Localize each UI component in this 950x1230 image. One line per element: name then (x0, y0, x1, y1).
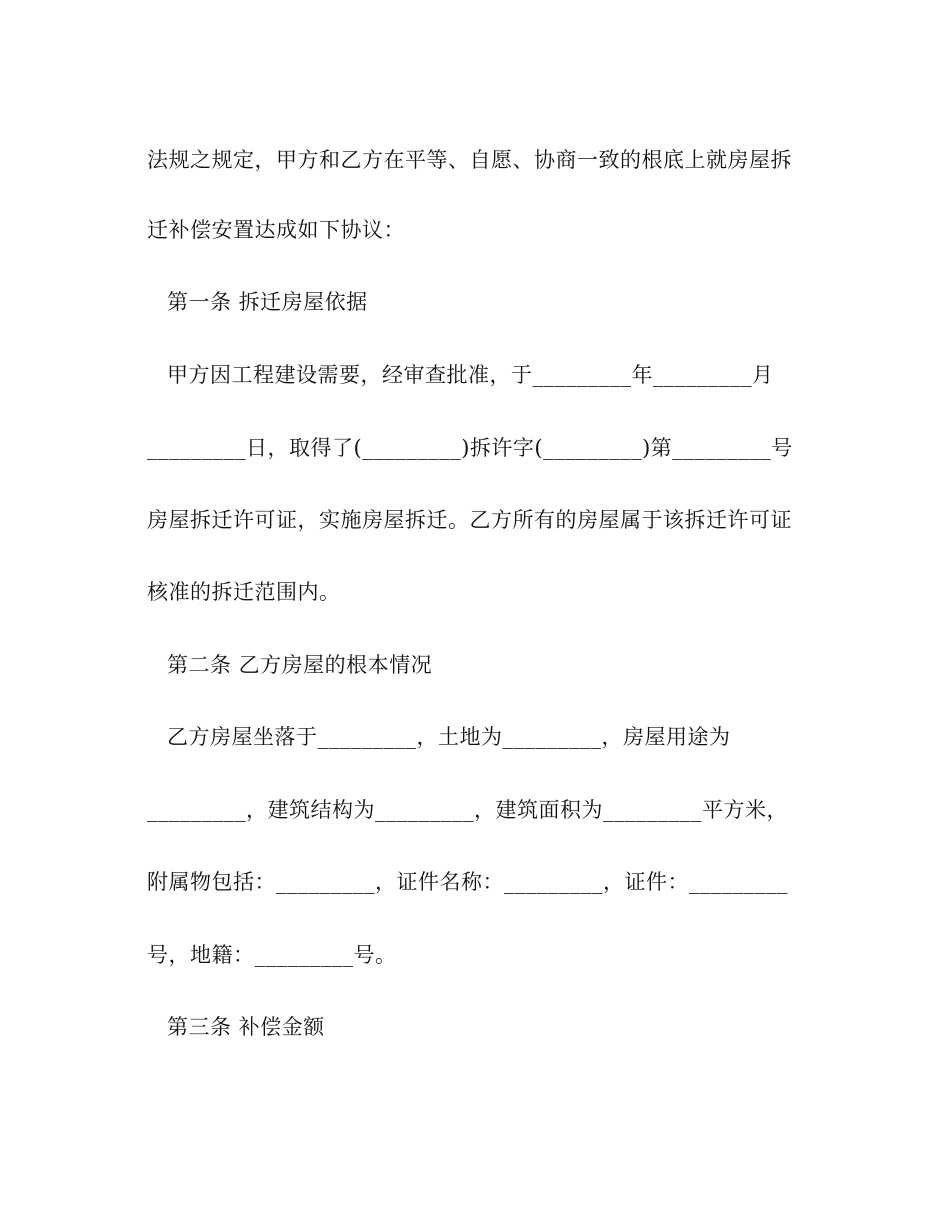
paragraph-line-4: _________日，取得了(_________)拆许字(_________)第_________号 (147, 436, 793, 460)
paragraph-line-2: 迁补偿安置达成如下协议： (147, 218, 405, 242)
paragraph-line-7: 乙方房屋坐落于_________，土地为_________，房屋用途为 (167, 725, 731, 749)
paragraph-line-8: _________，建筑结构为_________，建筑面积为_________平方米， (147, 798, 788, 822)
paragraph-line-3: 甲方因工程建设需要，经审查批准，于_________年_________月 (167, 363, 774, 387)
article-1-heading: 第一条 拆迁房屋依据 (167, 290, 368, 314)
paragraph-line-10: 号，地籍：_________号。 (147, 943, 397, 967)
paragraph-line-9: 附属物包括：_________，证件名称：_________，证件：_________ (147, 870, 788, 894)
article-3-heading: 第三条 补偿金额 (167, 1015, 325, 1039)
paragraph-line-1: 法规之规定，甲方和乙方在平等、自愿、协商一致的根底上就房屋拆 (147, 148, 792, 172)
paragraph-line-6: 核准的拆迁范围内。 (147, 580, 341, 604)
paragraph-line-5: 房屋拆迁许可证，实施房屋拆迁。乙方所有的房屋属于该拆迁许可证 (147, 508, 792, 532)
article-2-heading: 第二条 乙方房屋的根本情况 (167, 653, 433, 677)
